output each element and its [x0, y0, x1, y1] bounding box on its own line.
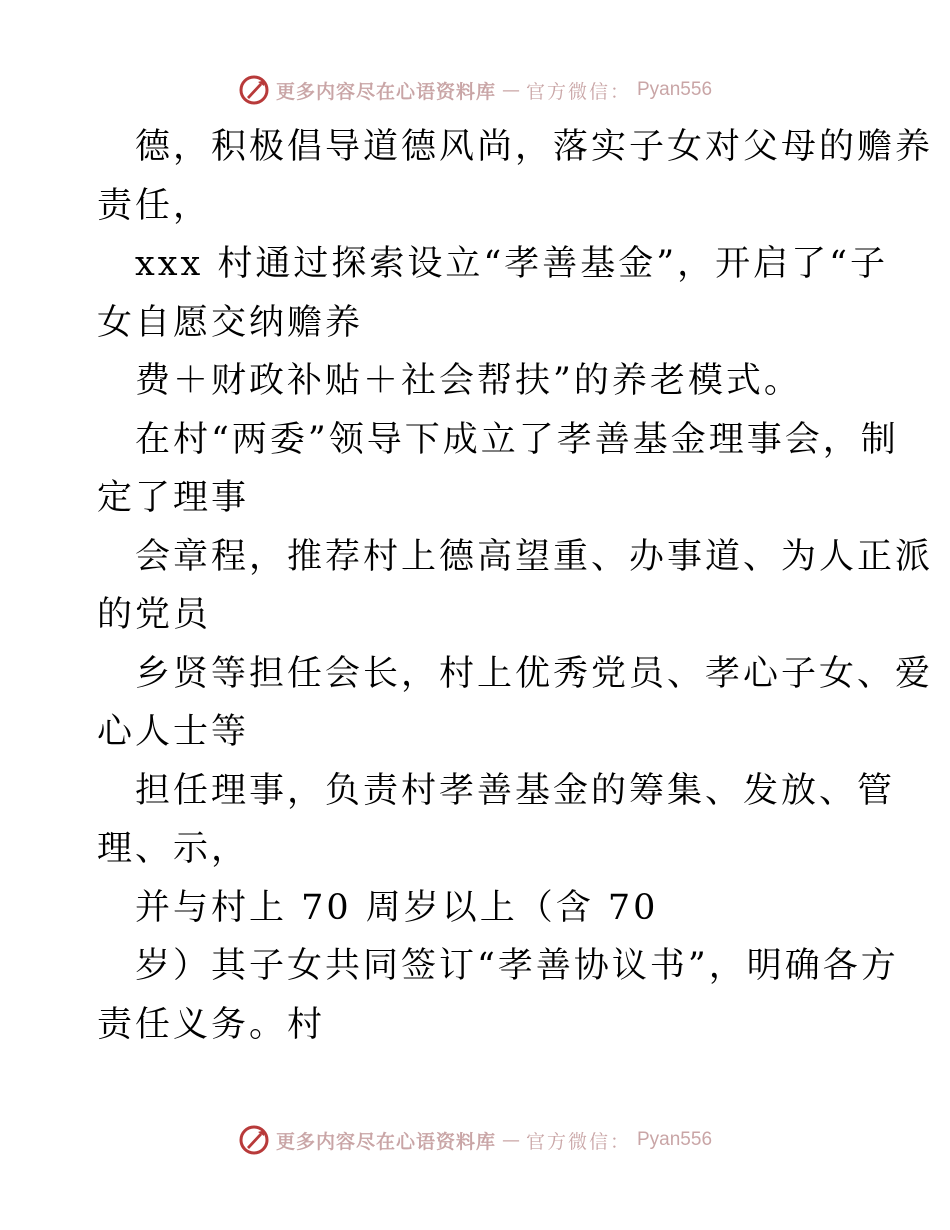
text-line: 岁）其子女共同签订“孝善协议书”，明确各方 — [135, 946, 899, 986]
text-line: 费＋财政补贴＋社会帮扶”的养老模式。 — [135, 361, 802, 401]
banner-wechat-id: Pyan556 — [637, 1129, 713, 1150]
banner-wechat-id: Pyan556 — [637, 79, 713, 100]
text-line: 心人士等 — [97, 712, 250, 752]
document-body — [97, 118, 934, 1054]
banner-wechat-label: 官方微信： — [525, 1130, 631, 1153]
footer-banner — [0, 1120, 950, 1160]
text-line: 会章程，推荐村上德高望重、办事道、为人正派 — [135, 536, 934, 577]
text-line: 并与村上 70 周岁以上（含 70 — [135, 887, 659, 928]
text-line: xxx 村通过探索设立“孝善基金”，开启了“子 — [135, 244, 889, 284]
text-line: 责任义务。村 — [97, 1004, 326, 1045]
text-line: 女自愿交纳赡养 — [97, 302, 364, 343]
banner-title: 更多内容尽在心语资料库 — [275, 80, 496, 103]
text-line: 德，积极倡导道德风尚，落实子女对父母的赡养 — [135, 127, 934, 167]
banner-dash: — — [501, 1129, 520, 1151]
text-line: 乡贤等担任会长，村上优秀党员、孝心子女、爱 — [135, 653, 934, 694]
quill-logo-icon — [238, 1124, 270, 1156]
banner-dash: — — [501, 79, 520, 101]
text-line: 责任， — [97, 185, 212, 226]
text-line: 定了理事 — [97, 478, 250, 518]
banner-wechat-label: 官方微信： — [525, 80, 631, 103]
text-line: 理、示， — [97, 829, 250, 869]
text-line: 在村“两委”领导下成立了孝善基金理事会，制 — [135, 419, 899, 460]
quill-logo-icon — [238, 74, 270, 106]
text-line: 的党员 — [97, 595, 212, 635]
banner-title: 更多内容尽在心语资料库 — [275, 1130, 496, 1153]
header-banner — [0, 70, 950, 110]
text-line: 担任理事，负责村孝善基金的筹集、发放、管 — [135, 770, 896, 811]
